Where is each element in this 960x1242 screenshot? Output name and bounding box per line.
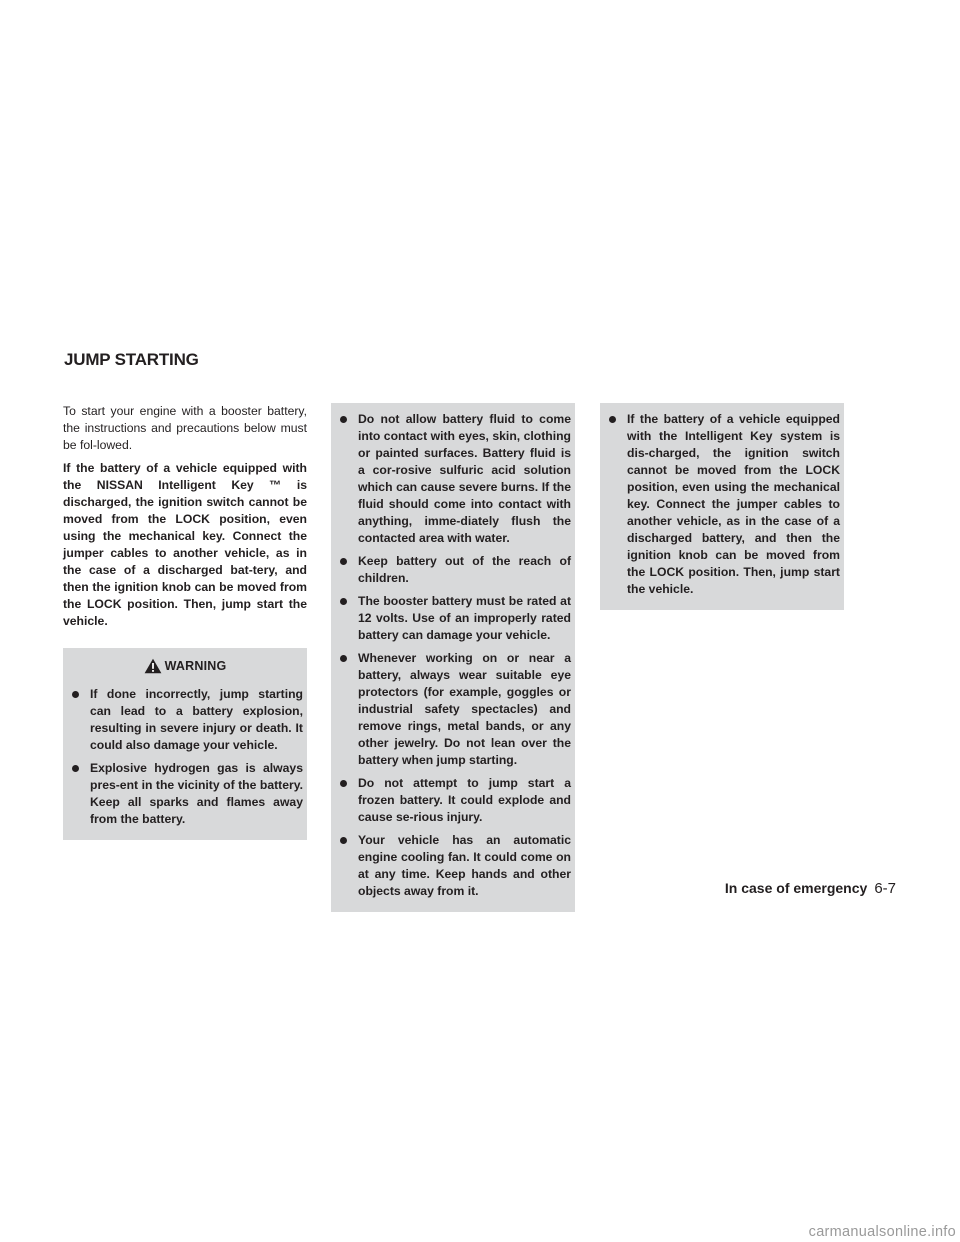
- intro-paragraph: To start your engine with a booster battery, the instructions and precautions below must be fol-lowed.: [63, 404, 307, 452]
- warning-item: Whenever working on or near a battery, always wear suitable eye protectors (for example, goggles or industrial safety spectacles) and remove rings, metal bands, or any other jewelry. Do not lean over the battery when jump starting.: [335, 650, 571, 769]
- warning-list-column-2: [335, 411, 571, 900]
- bullet-icon: [340, 655, 347, 662]
- warning-item: If the battery of a vehicle equipped with the Intelligent Key system is dis-charged, the ignition switch cannot be moved from the LOCK position, even using the mechanical key. Connect the jumper cables to another vehicle, as in the case of a discharged battery, and then the ignition knob can be moved from the LOCK position. Then, jump start the vehicle.: [604, 411, 840, 598]
- page-number: 6-7: [874, 880, 896, 897]
- warning-item: If done incorrectly, jump starting can lead to a battery explosion, resulting in severe injury or death. It could also damage your vehicle.: [67, 686, 303, 754]
- bullet-icon: [340, 416, 347, 423]
- bullet-icon: [340, 780, 347, 787]
- page-footer: [725, 880, 896, 897]
- bullet-icon: [340, 598, 347, 605]
- column-1: [63, 403, 307, 840]
- footer-section-name: In case of emergency: [724, 880, 868, 896]
- warning-header: [67, 652, 303, 680]
- column-3: [600, 403, 844, 610]
- bullet-icon: [72, 765, 79, 772]
- warning-item: Do not attempt to jump start a frozen battery. It could explode and cause se-rious injury.: [335, 775, 571, 826]
- bullet-icon: [609, 416, 616, 423]
- warning-box-continued: [331, 403, 575, 912]
- warning-item: Explosive hydrogen gas is always pres-ent in the vicinity of the battery. Keep all sparks and flames away from the battery.: [67, 760, 303, 828]
- warning-triangle-icon: [144, 658, 162, 674]
- warning-item: Do not allow battery fluid to come into contact with eyes, skin, clothing or painted surfaces. Battery fluid is a cor-rosive sulfuric acid solution which can cause severe burns. If the fluid should come into contact with anything, imme-diately flush the contacted area with water.: [335, 411, 571, 547]
- warning-item: Keep battery out of the reach of children.: [335, 553, 571, 587]
- warning-box-continued: [600, 403, 844, 610]
- bullet-icon: [340, 558, 347, 565]
- warning-title: WARNING: [164, 659, 227, 673]
- bullet-icon: [72, 691, 79, 698]
- warning-list-column-3: [604, 411, 840, 598]
- warning-list-column-1: [67, 686, 303, 828]
- intelligent-key-note: If the battery of a vehicle equipped with the NISSAN Intelligent Key ™ is discharged, the ignition switch cannot be moved from the LOCK position, even using the mechanical key. Connect the jumper cables to another vehicle, as in the case of a discharged bat-tery, and then the ignition knob can be moved from the LOCK position. Then, jump start the vehicle.: [63, 461, 307, 628]
- section-title: JUMP STARTING: [64, 350, 199, 369]
- column-2: [331, 403, 575, 912]
- bullet-icon: [340, 837, 347, 844]
- warning-box: [63, 648, 307, 840]
- watermark: carmanualsonline.info: [808, 1224, 956, 1240]
- warning-item: The booster battery must be rated at 12 volts. Use of an improperly rated battery can damage your vehicle.: [335, 593, 571, 644]
- warning-item: Your vehicle has an automatic engine cooling fan. It could come on at any time. Keep hands and other objects away from it.: [335, 832, 571, 900]
